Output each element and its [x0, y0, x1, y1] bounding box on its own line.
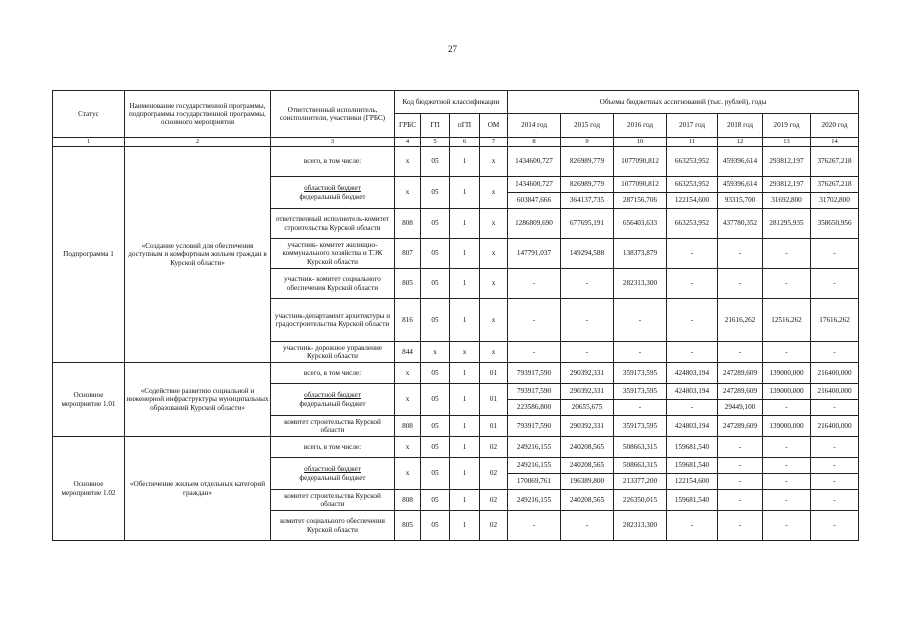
table-row	[53, 147, 859, 177]
row-value: -	[811, 511, 859, 541]
row-code: х	[480, 177, 508, 209]
column-index: 1	[53, 138, 125, 147]
row-code: 02	[480, 511, 508, 541]
row-value: 793917,590	[508, 384, 561, 400]
row-code: 1	[450, 177, 480, 209]
row-value: 147791,037	[508, 239, 561, 269]
federal-budget-label: федеральный бюджет	[299, 192, 366, 201]
row-value: 216400,000	[811, 384, 859, 400]
row-value: 1286809,690	[508, 209, 561, 239]
row-value: 424803,194	[667, 384, 718, 400]
row-value: -	[667, 239, 718, 269]
row-value: 240208,565	[561, 437, 614, 458]
row-value: -	[763, 474, 811, 490]
row-value: 376267,218	[811, 147, 859, 177]
row-value: 282313,300	[614, 269, 667, 299]
row-value: 290392,331	[561, 416, 614, 437]
row-value: 20655,675	[561, 400, 614, 416]
regional-budget-label: областной бюджет	[304, 184, 361, 193]
row-responsible: ответственный исполнитель-комитет строительства Курской области	[271, 209, 395, 239]
row-code: 05	[421, 363, 450, 384]
row-value: 424803,194	[667, 363, 718, 384]
row-responsible: комитет строительства Курской области	[271, 490, 395, 511]
budget-table	[52, 90, 859, 541]
row-value: 282313,300	[614, 511, 667, 541]
row-code: 02	[480, 490, 508, 511]
row-value: 359173,595	[614, 363, 667, 384]
row-value: 826989,779	[561, 177, 614, 193]
header-status: Статус	[53, 91, 125, 138]
row-value: 290392,331	[561, 363, 614, 384]
row-value: 1434600,727	[508, 177, 561, 193]
row-value: -	[811, 490, 859, 511]
row-value: -	[763, 269, 811, 299]
header-year: 2017 год	[667, 114, 718, 138]
column-index: 10	[614, 138, 667, 147]
row-value: 159681,540	[667, 490, 718, 511]
row-value: 122154,600	[667, 193, 718, 209]
header-year: 2015 год	[561, 114, 614, 138]
row-value: 508663,315	[614, 437, 667, 458]
row-responsible: комитет строительства Курской области	[271, 416, 395, 437]
header-code-col: ГП	[421, 114, 450, 138]
row-code: 05	[421, 458, 450, 490]
row-responsible: участник- комитет жилищно-коммунального хозяйства и ТЭК Курской области	[271, 239, 395, 269]
row-value: -	[763, 400, 811, 416]
row-budget-sources	[271, 384, 395, 416]
row-code: 1	[450, 511, 480, 541]
row-value: 196389,800	[561, 474, 614, 490]
row-value: 247289,609	[718, 363, 763, 384]
row-code: х	[480, 269, 508, 299]
row-value: -	[763, 342, 811, 363]
row-value: -	[763, 490, 811, 511]
row-code: х	[395, 437, 421, 458]
row-value: -	[614, 342, 667, 363]
row-budget-sources	[271, 458, 395, 490]
column-index: 9	[561, 138, 614, 147]
row-value: 793917,590	[508, 363, 561, 384]
table-row	[53, 437, 859, 458]
column-index: 13	[763, 138, 811, 147]
row-value: 31692,800	[763, 193, 811, 209]
row-code: х	[450, 342, 480, 363]
row-code: 05	[421, 147, 450, 177]
row-value: -	[718, 490, 763, 511]
column-index: 8	[508, 138, 561, 147]
row-code: 02	[480, 458, 508, 490]
row-value: -	[763, 437, 811, 458]
row-code: 05	[421, 416, 450, 437]
row-value: 240208,565	[561, 458, 614, 474]
row-value: 826989,779	[561, 147, 614, 177]
row-value: -	[811, 437, 859, 458]
row-value: 364137,735	[561, 193, 614, 209]
row-code: 05	[421, 384, 450, 416]
federal-budget-label: федеральный бюджет	[299, 399, 366, 408]
row-value: 437780,352	[718, 209, 763, 239]
row-code: 05	[421, 490, 450, 511]
row-program-name: «Содействие развитию социальной и инженерной инфраструктуры муниципальных образований Курской области»	[125, 363, 271, 437]
row-code: 05	[421, 511, 450, 541]
page-number: 27	[448, 44, 457, 54]
header-code-col: пГП	[450, 114, 480, 138]
row-responsible: всего, в том числе:	[271, 147, 395, 177]
row-responsible: участник- дорожное управление Курской области	[271, 342, 395, 363]
row-code: 05	[421, 299, 450, 342]
row-value: 677695,191	[561, 209, 614, 239]
row-code: х	[395, 177, 421, 209]
header-code-col: ОМ	[480, 114, 508, 138]
row-value: 159681,540	[667, 437, 718, 458]
row-code: 808	[395, 490, 421, 511]
row-code: х	[480, 209, 508, 239]
row-value: -	[508, 342, 561, 363]
row-value: 139000,000	[763, 363, 811, 384]
row-code: х	[480, 342, 508, 363]
row-value: 287156,706	[614, 193, 667, 209]
row-code: 05	[421, 269, 450, 299]
row-status: Подпрограмма 1	[53, 147, 125, 363]
row-value: 216400,000	[811, 416, 859, 437]
row-value: 247289,609	[718, 384, 763, 400]
column-index: 14	[811, 138, 859, 147]
row-code: х	[480, 299, 508, 342]
row-code: 844	[395, 342, 421, 363]
row-value: -	[718, 437, 763, 458]
row-value: 603847,666	[508, 193, 561, 209]
row-value: 249216,155	[508, 458, 561, 474]
row-value: -	[811, 269, 859, 299]
header-code-col: ГРБС	[395, 114, 421, 138]
column-index: 3	[271, 138, 395, 147]
row-code: 1	[450, 384, 480, 416]
row-value: -	[667, 269, 718, 299]
row-code: 808	[395, 209, 421, 239]
row-value: -	[508, 299, 561, 342]
row-status: Основное мероприятие 1.01	[53, 363, 125, 437]
row-value: 29449,100	[718, 400, 763, 416]
row-value: 223586,800	[508, 400, 561, 416]
row-responsible: участник-департамент архитектуры и градостроительства Курской области	[271, 299, 395, 342]
row-value: 424803,194	[667, 416, 718, 437]
column-index: 11	[667, 138, 718, 147]
row-code: 05	[421, 209, 450, 239]
row-value: -	[667, 342, 718, 363]
row-responsible: всего, в том числе:	[271, 437, 395, 458]
row-value: 249216,155	[508, 490, 561, 511]
row-value: -	[763, 239, 811, 269]
header-year: 2019 год	[763, 114, 811, 138]
row-code: 808	[395, 416, 421, 437]
row-value: 31702,800	[811, 193, 859, 209]
row-code: х	[421, 342, 450, 363]
header-name: Наименование государственной программы, подпрограммы государственной программы, основного мероприятия	[125, 91, 271, 138]
column-index: 7	[480, 138, 508, 147]
row-code: 1	[450, 239, 480, 269]
row-value: 1077090,812	[614, 147, 667, 177]
row-value: 663253,952	[667, 147, 718, 177]
header-year: 2014 год	[508, 114, 561, 138]
column-index: 4	[395, 138, 421, 147]
column-index: 5	[421, 138, 450, 147]
regional-budget-label: областной бюджет	[304, 391, 361, 400]
row-code: х	[395, 363, 421, 384]
row-code: 1	[450, 299, 480, 342]
row-code: 1	[450, 490, 480, 511]
column-index: 12	[718, 138, 763, 147]
row-value: -	[718, 269, 763, 299]
row-value: -	[508, 269, 561, 299]
row-value: 139000,000	[763, 384, 811, 400]
row-code: 1	[450, 209, 480, 239]
column-index: 6	[450, 138, 480, 147]
row-value: 376267,218	[811, 177, 859, 193]
row-value: 663253,952	[667, 177, 718, 193]
row-value: -	[667, 400, 718, 416]
row-value: 249216,155	[508, 437, 561, 458]
row-value: 656403,633	[614, 209, 667, 239]
row-value: 1434600,727	[508, 147, 561, 177]
row-value: 170069,761	[508, 474, 561, 490]
row-status: Основное мероприятие 1.02	[53, 437, 125, 541]
row-value: -	[718, 342, 763, 363]
row-value: 149294,588	[561, 239, 614, 269]
row-value: -	[811, 342, 859, 363]
row-code: х	[480, 239, 508, 269]
row-value: -	[667, 299, 718, 342]
row-value: 17616,262	[811, 299, 859, 342]
row-code: 1	[450, 416, 480, 437]
row-code: 02	[480, 437, 508, 458]
header-budget-code: Код бюджетной классификации	[395, 91, 508, 114]
row-value: 293812,197	[763, 147, 811, 177]
row-value: 159681,540	[667, 458, 718, 474]
row-code: 1	[450, 363, 480, 384]
row-value: 93315,700	[718, 193, 763, 209]
row-code: 1	[450, 269, 480, 299]
row-value: -	[718, 239, 763, 269]
row-value: -	[811, 400, 859, 416]
row-value: 213377,200	[614, 474, 667, 490]
row-value: 663253,952	[667, 209, 718, 239]
header-year: 2020 год	[811, 114, 859, 138]
header-year: 2018 год	[718, 114, 763, 138]
row-code: 05	[421, 239, 450, 269]
row-value: 459396,614	[718, 147, 763, 177]
row-code: 807	[395, 239, 421, 269]
row-value: 358650,956	[811, 209, 859, 239]
row-value: -	[811, 474, 859, 490]
row-value: -	[561, 299, 614, 342]
row-value: 138373,879	[614, 239, 667, 269]
row-value: 359173,595	[614, 384, 667, 400]
row-code: х	[395, 384, 421, 416]
row-code: 805	[395, 511, 421, 541]
row-value: -	[561, 269, 614, 299]
row-code: 805	[395, 269, 421, 299]
row-value: 139000,000	[763, 416, 811, 437]
row-code: 1	[450, 458, 480, 490]
row-value: 508663,315	[614, 458, 667, 474]
row-code: 05	[421, 437, 450, 458]
row-value: 281295,935	[763, 209, 811, 239]
row-value: 359173,595	[614, 416, 667, 437]
column-index: 2	[125, 138, 271, 147]
row-value: -	[718, 458, 763, 474]
table-row	[53, 363, 859, 384]
row-code: 01	[480, 363, 508, 384]
row-code: 816	[395, 299, 421, 342]
row-code: х	[395, 147, 421, 177]
row-value: -	[561, 511, 614, 541]
row-value: -	[763, 458, 811, 474]
row-value: -	[561, 342, 614, 363]
row-value: -	[811, 239, 859, 269]
row-code: 05	[421, 177, 450, 209]
header-year: 2016 год	[614, 114, 667, 138]
row-value: -	[667, 511, 718, 541]
row-program-name: «Обеспечение жильем отдельных категорий граждан»	[125, 437, 271, 541]
row-program-name: «Создание условий для обеспечения доступным и комфортным жильем граждан в Курской области»	[125, 147, 271, 363]
row-budget-sources	[271, 177, 395, 209]
row-code: 1	[450, 147, 480, 177]
row-code: 01	[480, 384, 508, 416]
row-value: -	[508, 511, 561, 541]
row-value: 290392,331	[561, 384, 614, 400]
row-value: -	[718, 474, 763, 490]
row-value: 226350,015	[614, 490, 667, 511]
row-value: 240208,565	[561, 490, 614, 511]
row-value: 122154,600	[667, 474, 718, 490]
row-code: 1	[450, 437, 480, 458]
header-responsible: Ответственный исполнитель, соисполнители, участники (ГРБС)	[271, 91, 395, 138]
row-value: -	[763, 511, 811, 541]
row-value: -	[718, 511, 763, 541]
row-code: х	[395, 458, 421, 490]
row-value: 1077090,812	[614, 177, 667, 193]
row-value: 793917,590	[508, 416, 561, 437]
row-value: 21616,262	[718, 299, 763, 342]
row-value: 247289,609	[718, 416, 763, 437]
row-value: -	[811, 458, 859, 474]
row-value: -	[614, 299, 667, 342]
row-value: 12516,262	[763, 299, 811, 342]
row-value: 293812,197	[763, 177, 811, 193]
row-value: 216400,000	[811, 363, 859, 384]
row-value: 459396,614	[718, 177, 763, 193]
row-code: 01	[480, 416, 508, 437]
header-allocations: Объемы бюджетных ассигнований (тыс. рублей), годы	[508, 91, 859, 114]
row-responsible: комитет социального обеспечения Курской области	[271, 511, 395, 541]
row-responsible: всего, в том числе:	[271, 363, 395, 384]
row-code: х	[480, 147, 508, 177]
federal-budget-label: федеральный бюджет	[299, 473, 366, 482]
row-responsible: участник- комитет социального обеспечения Курской области	[271, 269, 395, 299]
regional-budget-label: областной бюджет	[304, 465, 361, 474]
row-value: -	[614, 400, 667, 416]
